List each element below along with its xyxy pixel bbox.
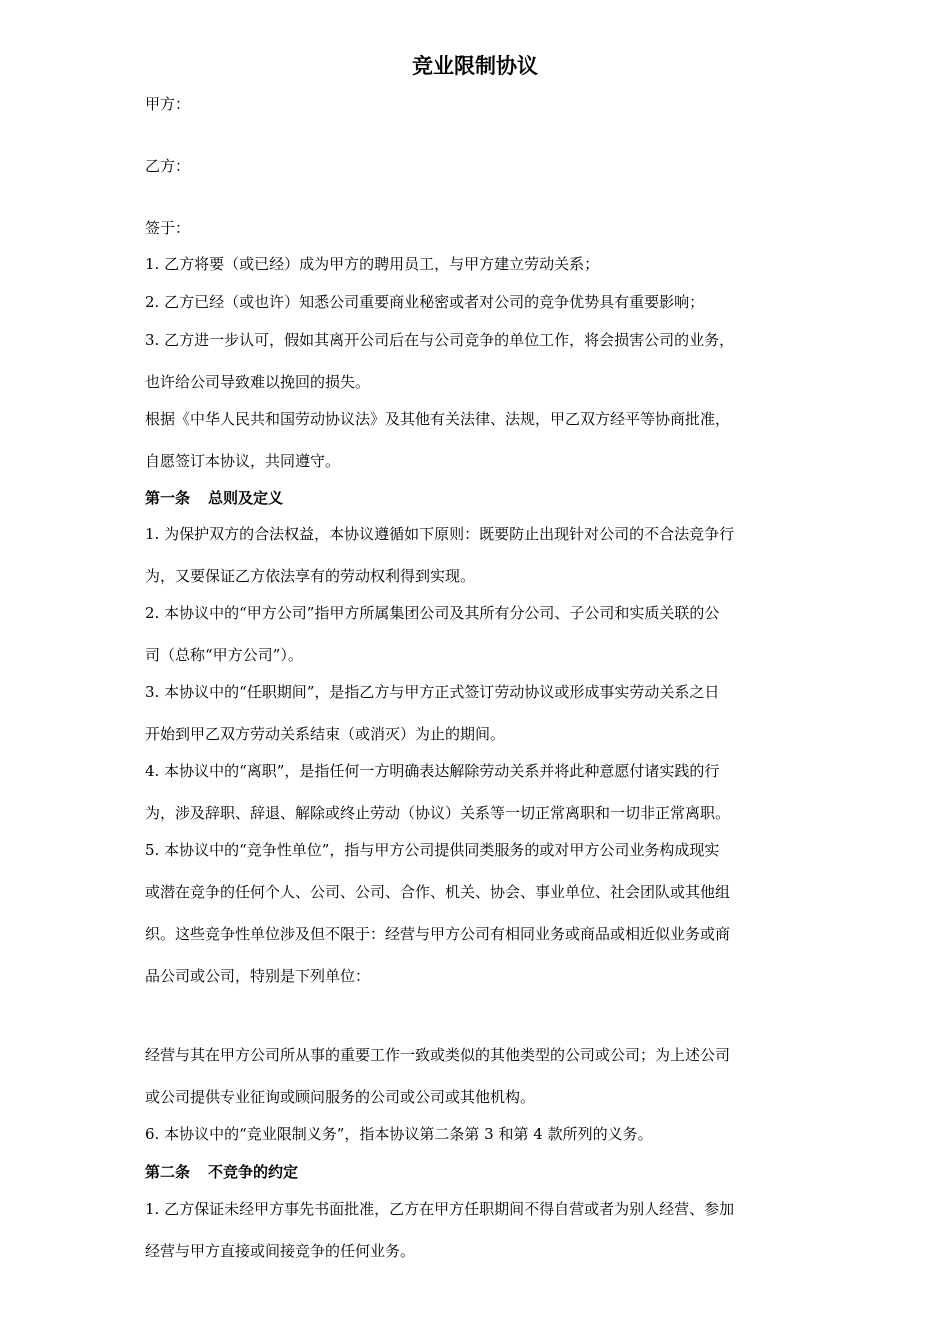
article-1-line: 6. 本协议中的“竞业限制义务”，指本协议第二条第 3 和第 4 款所列的义务。 [145, 1125, 653, 1143]
article-1-line: 织。这些竞争性单位涉及但不限于：经营与甲方公司有相同业务或商品或相近似业务或商 [145, 925, 731, 943]
party-a-label: 甲方： [145, 95, 191, 113]
party-b-label: 乙方： [145, 157, 191, 175]
article-2-line: 经营与甲方直接或间接竞争的任何业务。 [145, 1242, 416, 1260]
preamble-line: 2. 乙方已经（或也许）知悉公司重要商业秘密或者对公司的竞争优势具有重要影响； [145, 293, 705, 311]
article-1-line: 经营与其在甲方公司所从事的重要工作一致或类似的其他类型的公司或公司；为上述公司 [145, 1046, 731, 1064]
article-1-line: 品公司或公司，特别是下列单位： [145, 967, 371, 985]
signed-at-label: 签于： [145, 219, 191, 237]
article-1-line: 司（总称“甲方公司”）。 [145, 646, 303, 664]
preamble-line: 也许给公司导致难以挽回的损失。 [145, 373, 371, 391]
article-1-line: 或潜在竞争的任何个人、公司、公司、合作、机关、协会、事业单位、社会团队或其他组 [145, 883, 731, 901]
preamble-line: 1. 乙方将要（或已经）成为甲方的聘用员工，与甲方建立劳动关系； [145, 255, 600, 273]
article-1-line: 3. 本协议中的“任职期间”，是指乙方与甲方正式签订劳动协议或形成事实劳动关系之日 [145, 683, 720, 701]
article-1-line: 2. 本协议中的“甲方公司”指甲方所属集团公司及其所有分公司、子公司和实质关联的公 [145, 604, 720, 622]
article-2-number: 第二条 [145, 1163, 191, 1181]
article-1-line: 开始到甲乙双方劳动关系结束（或消灭）为止的期间。 [145, 725, 506, 743]
article-1-line: 为，又要保证乙方依法享有的劳动权利得到实现。 [145, 567, 476, 585]
article-1-line: 为，涉及辞职、辞退、解除或终止劳动（协议）关系等一切正常离职和一切非正常离职。 [145, 804, 731, 822]
preamble-line: 根据《中华人民共和国劳动协议法》及其他有关法律、法规，甲乙双方经平等协商批准， [145, 410, 731, 428]
article-1-line: 5. 本协议中的“竞争性单位”，指与甲方公司提供同类服务的或对甲方公司业务构成现实 [145, 841, 720, 859]
article-2-heading [145, 1163, 298, 1181]
preamble-line: 3. 乙方进一步认可，假如其离开公司后在与公司竞争的单位工作，将会损害公司的业务， [145, 331, 735, 349]
article-1-name: 总则及定义 [208, 489, 284, 507]
article-2-line: 1. 乙方保证未经甲方事先书面批准，乙方在甲方任职期间不得自营或者为别人经营、参加 [145, 1200, 735, 1218]
article-1-number: 第一条 [145, 489, 191, 507]
article-1-line: 4. 本协议中的“离职”，是指任何一方明确表达解除劳动关系并将此种意愿付诸实践的行 [145, 762, 720, 780]
document-title: 竞业限制协议 [412, 54, 538, 78]
article-1-line: 1. 为保护双方的合法权益，本协议遵循如下原则：既要防止出现针对公司的不合法竞争行 [145, 525, 735, 543]
article-1-line: 或公司提供专业征询或顾问服务的公司或公司或其他机构。 [145, 1088, 536, 1106]
article-2-name: 不竞争的约定 [208, 1163, 299, 1181]
article-1-heading [145, 489, 283, 507]
preamble-line: 自愿签订本协议，共同遵守。 [145, 452, 341, 470]
